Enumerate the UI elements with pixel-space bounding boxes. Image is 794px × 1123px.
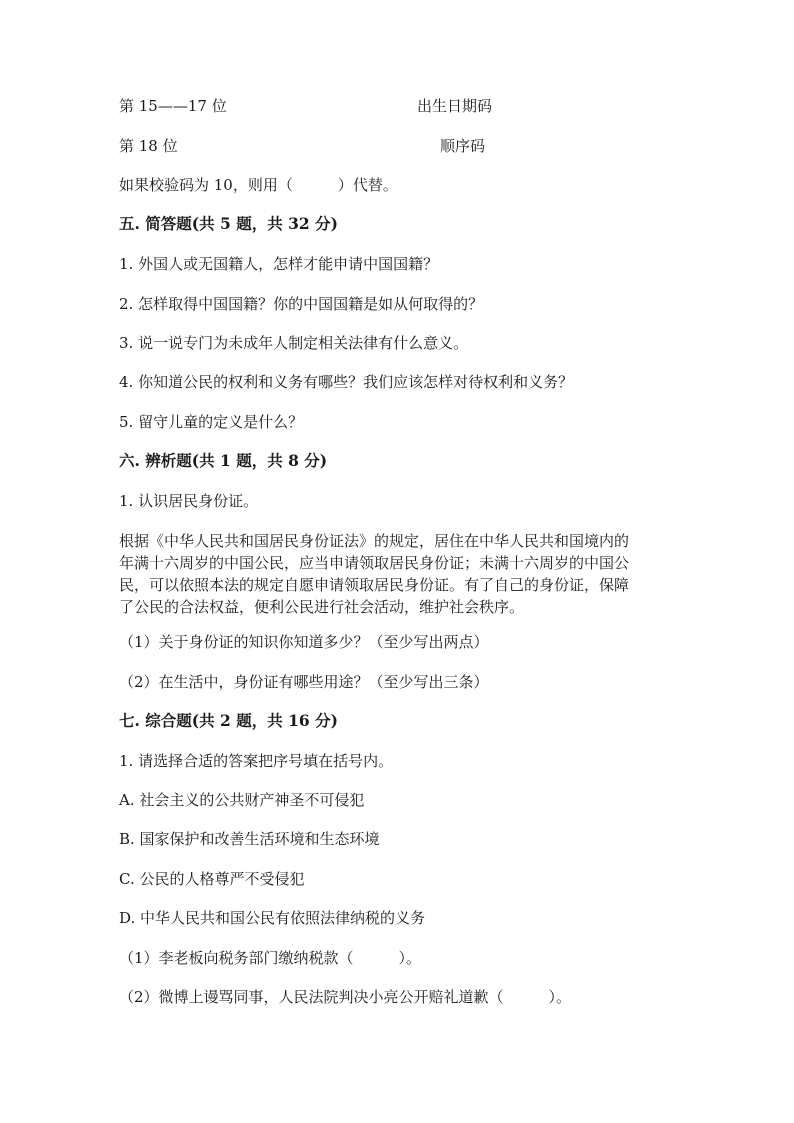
section5-question-4: 4. 你知道公民的权利和义务有哪些？我们应该怎样对待权利和义务？ xyxy=(119,373,574,391)
section7-subquestion-2: （2）微博上谩骂同事，人民法院判决小亮公开赔礼道歉（ ）。 xyxy=(119,988,572,1006)
passage-line: 了公民的合法权益，便利公民进行社会活动，维护社会秩序。 xyxy=(119,598,525,616)
option-d: D. 中华人民共和国公民有依照法律纳税的义务 xyxy=(119,909,426,927)
id-card-law-passage xyxy=(119,530,679,618)
row-sequence-code: 顺序码 xyxy=(440,137,486,155)
passage-line: 根据《中华人民共和国居民身份证法》的规定，居住在中华人民共和国境内的 xyxy=(119,532,630,550)
section5-question-3: 3. 说一说专门为未成年人制定相关法律有什么意义。 xyxy=(119,334,469,352)
section5-question-2: 2. 怎样取得中国国籍？你的中国国籍是如从何取得的？ xyxy=(119,295,484,313)
row-digits-15-17: 第 15——17 位 xyxy=(119,97,227,115)
section7-subquestion-1: （1）李老板向税务部门缴纳税款（ ）。 xyxy=(119,949,422,967)
section5-question-5: 5. 留守儿童的定义是什么？ xyxy=(119,413,304,431)
passage-line: 民，可以依照本法的规定自愿申请领取居民身份证。有了自己的身份证，保障 xyxy=(119,576,630,594)
section5-question-1: 1. 外国人或无国籍人，怎样才能申请中国国籍？ xyxy=(119,255,439,273)
section6-subquestion-2: （2）在生活中，身份证有哪些用途？（至少写出三条） xyxy=(119,673,489,691)
section6-heading: 六. 辨析题(共 1 题，共 8 分) xyxy=(119,451,328,470)
row-digit-18: 第 18 位 xyxy=(119,137,178,155)
option-b: B. 国家保护和改善生活环境和生态环境 xyxy=(119,830,380,848)
section6-question-1: 1. 认识居民身份证。 xyxy=(119,492,259,510)
option-a: A. 社会主义的公共财产神圣不可侵犯 xyxy=(119,791,365,809)
section7-heading: 七. 综合题(共 2 题，共 16 分) xyxy=(119,711,338,730)
check-code-note: 如果校验码为 10，则用（ ）代替。 xyxy=(119,176,398,194)
row-birthdate-code: 出生日期码 xyxy=(417,97,493,115)
section7-question-1: 1. 请选择合适的答案把序号填在括号内。 xyxy=(119,752,394,770)
section6-subquestion-1: （1）关于身份证的知识你知道多少？（至少写出两点） xyxy=(119,633,489,651)
passage-line: 年满十六周岁的中国公民，应当申请领取居民身份证；未满十六周岁的中国公 xyxy=(119,554,630,572)
section5-heading: 五. 简答题(共 5 题，共 32 分) xyxy=(119,214,338,233)
option-c: C. 公民的人格尊严不受侵犯 xyxy=(119,870,305,888)
